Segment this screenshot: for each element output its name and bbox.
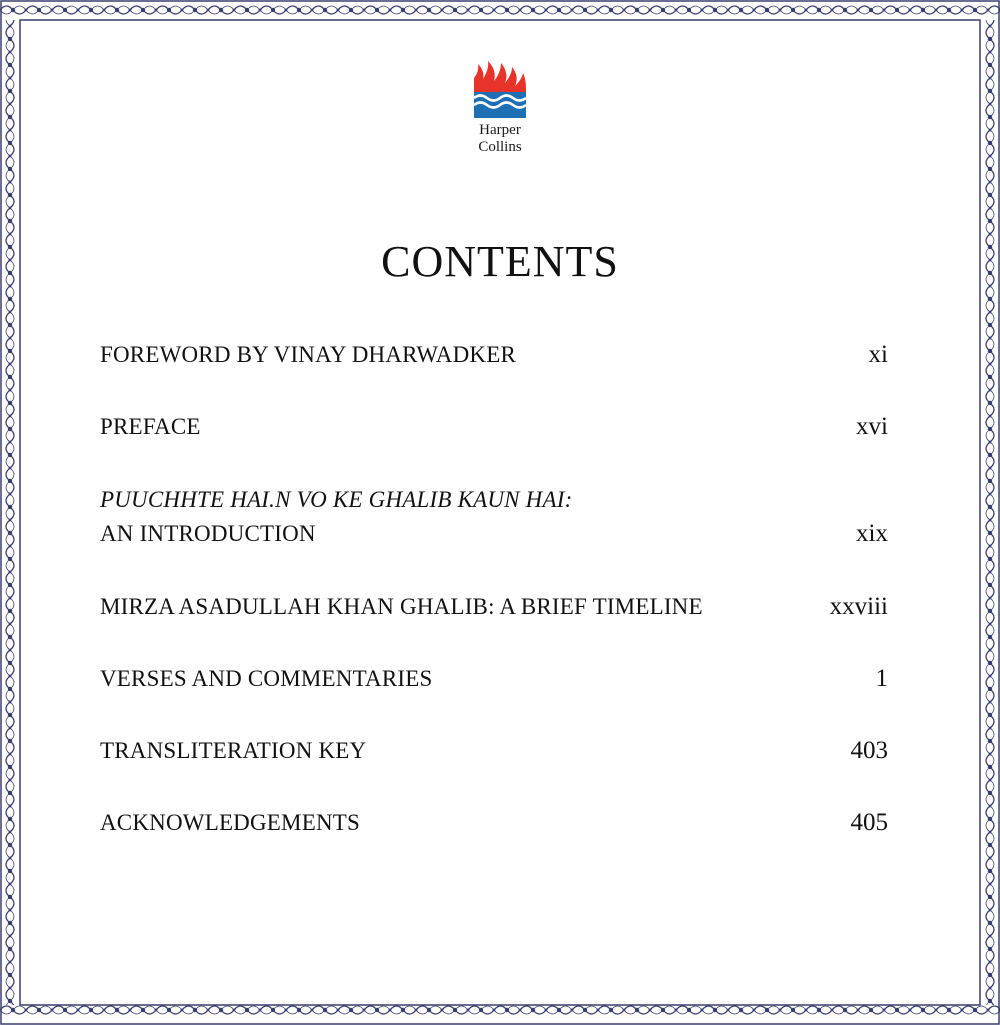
toc-entry-transliteration bbox=[100, 734, 888, 768]
toc-entry-italic-subtitle: PUUCHHTE HAI.N VO KE GHALIB KAUN HAI: bbox=[100, 487, 573, 512]
toc-entry-label bbox=[100, 483, 572, 551]
toc-entry-page: 403 bbox=[850, 737, 888, 764]
toc-entry-label: ACKNOWLEDGEMENTS bbox=[100, 810, 361, 835]
toc-entry-page: 405 bbox=[850, 809, 888, 836]
toc-entry-acknowledgements bbox=[100, 806, 888, 840]
toc-entry-page: 1 bbox=[875, 665, 888, 692]
toc-entry-label-text: AN INTRODUCTION bbox=[100, 521, 316, 546]
publisher-logo bbox=[473, 60, 527, 156]
toc-entry-label: VERSES AND COMMENTARIES bbox=[100, 666, 433, 691]
toc-entry-preface bbox=[100, 410, 888, 444]
page-title: CONTENTS bbox=[381, 237, 619, 286]
toc-entry-page: xi bbox=[868, 341, 888, 368]
toc-entry-page: xxviii bbox=[829, 593, 888, 620]
toc-entry-label: PREFACE bbox=[100, 414, 201, 439]
toc-entry-introduction bbox=[100, 483, 888, 551]
toc-entry-verses bbox=[100, 662, 888, 696]
toc-entry-foreword bbox=[100, 338, 888, 372]
toc-entry-page: xvi bbox=[856, 413, 888, 440]
publisher-name-line2: Collins bbox=[478, 139, 522, 155]
toc-entry-page: xix bbox=[856, 520, 888, 547]
toc-entry-label: TRANSLITERATION KEY bbox=[100, 738, 367, 763]
toc-entry-timeline bbox=[100, 590, 888, 624]
publisher-name-line1: Harper bbox=[479, 122, 521, 138]
toc-entry-label: FOREWORD BY VINAY DHARWADKER bbox=[100, 342, 517, 367]
harpercollins-flame-water-icon bbox=[473, 60, 527, 118]
toc-entry-label: MIRZA ASADULLAH KHAN GHALIB: A BRIEF TIMELINE bbox=[100, 594, 703, 619]
flame-shape bbox=[474, 61, 526, 92]
